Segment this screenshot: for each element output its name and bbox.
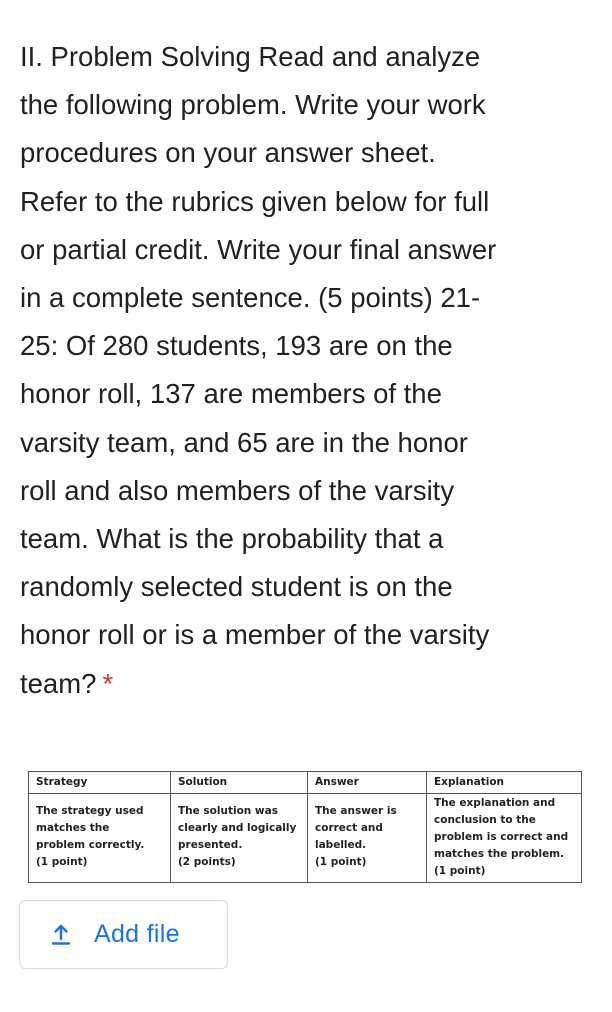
cell-text: (2 points) [178,856,236,868]
rubric-header-solution: Solution [171,772,308,794]
question-line: roll and also members of the varsity [20,474,455,506]
cell-text: correct and [315,822,383,834]
upload-icon [48,922,74,948]
question-line: procedures on your answer sheet. [20,137,436,169]
cell-text: The explanation and [434,797,556,809]
cell-text: problem correctly. [36,839,145,851]
question-line: team? [20,667,97,699]
cell-text: matches the problem. [434,848,565,860]
rubric-cell-solution [171,794,308,883]
question-line: varsity team, and 65 are in the honor [20,426,468,458]
cell-text: presented. [178,839,243,851]
add-file-label: Add file [94,920,180,948]
question-line: 25: Of 280 students, 193 are on the [20,330,453,362]
cell-text: (1 point) [36,856,88,868]
cell-text: labelled. [315,839,367,851]
question-line: II. Problem Solving Read and analyze [20,41,481,72]
question-line: the following problem. Write your work [20,89,486,121]
required-asterisk: * [102,667,114,699]
cell-text: problem is correct and [434,831,569,843]
rubric-cell-answer [308,794,427,883]
question-line: honor roll, 137 are members of the [20,378,442,410]
add-file-button[interactable] [19,900,228,969]
question-line: in a complete sentence. (5 points) 21- [20,282,481,314]
question-line: team. What is the probability that a [20,523,444,555]
question-title [20,33,600,708]
question-line: or partial credit. Write your final answer [20,233,497,265]
question-line: honor roll or is a member of the varsity [20,619,490,651]
cell-text: The strategy used [36,805,144,817]
rubric-header-answer: Answer [308,772,427,794]
question-line: Refer to the rubrics given below for full [20,185,490,217]
cell-text: matches the [36,822,110,834]
rubric-header-strategy: Strategy [29,772,171,794]
rubric-table [28,771,582,883]
cell-text: clearly and logically [178,822,297,834]
question-line: randomly selected student is on the [20,571,453,603]
rubric-row [29,794,582,883]
question-line-last [20,660,600,708]
rubric-header-explanation: Explanation [427,772,582,794]
rubric-cell-explanation [427,794,582,883]
cell-text: The answer is [315,805,397,817]
cell-text: conclusion to the [434,814,536,826]
cell-text: (1 point) [434,865,486,877]
cell-text: The solution was [178,805,278,817]
cell-text: (1 point) [315,856,367,868]
rubric-cell-strategy [29,794,171,883]
rubric-header-row [29,772,582,794]
